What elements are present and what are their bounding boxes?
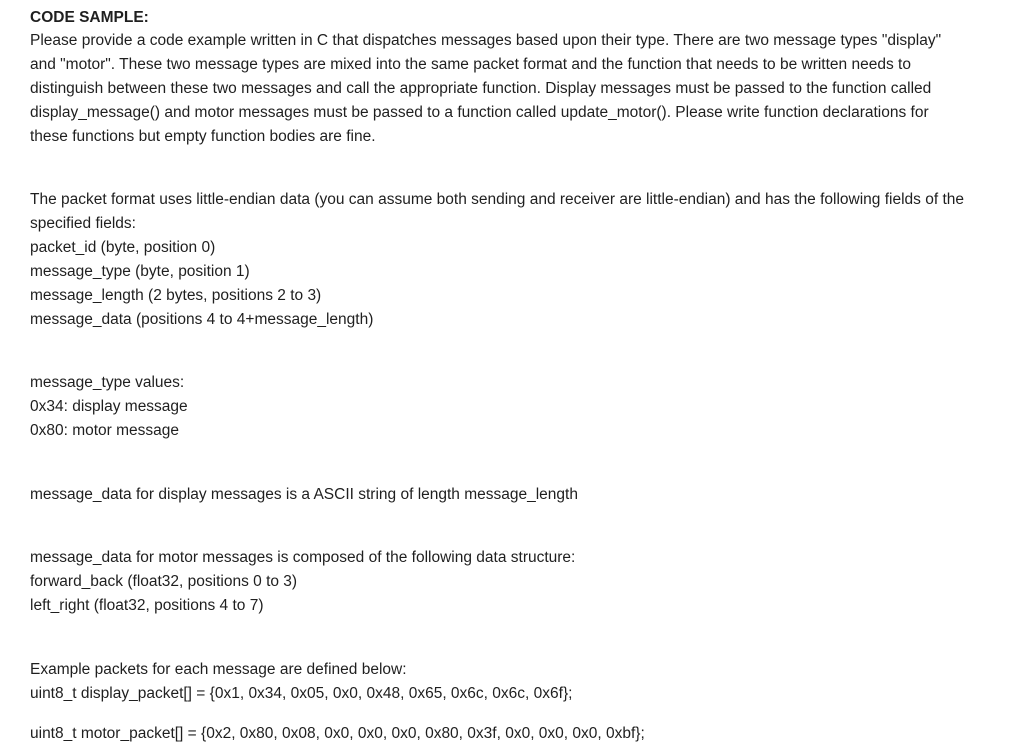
text-line: these functions but empty function bodies are fine. bbox=[30, 128, 376, 145]
field-message-type: message_type (byte, position 1) bbox=[30, 263, 250, 280]
intro-paragraph bbox=[30, 29, 1020, 149]
example-section bbox=[30, 658, 1020, 706]
text-line: The packet format uses little-endian data (you can assume both sending and receiver are little-endian) and has the following fields of the bbox=[30, 191, 964, 208]
motor-data-section bbox=[30, 546, 1020, 618]
display-data-section bbox=[30, 483, 1020, 507]
type-motor-value: 0x80: motor message bbox=[30, 422, 180, 439]
text-line: message_data for motor messages is composed of the following data structure: bbox=[30, 549, 576, 566]
motor-packet-section bbox=[30, 722, 1020, 746]
text-line: and "motor". These two message types are mixed into the same packet format and the function that needs to be written needs to bbox=[30, 56, 911, 73]
type-display-value: 0x34: display message bbox=[30, 398, 188, 415]
field-packet-id: packet_id (byte, position 0) bbox=[30, 239, 216, 256]
packet-format-section bbox=[30, 188, 1020, 332]
display-packet-code: uint8_t display_packet[] = {0x1, 0x34, 0x05, 0x0, 0x48, 0x65, 0x6c, 0x6c, 0x6f}; bbox=[30, 685, 573, 702]
field-forward-back: forward_back (float32, positions 0 to 3) bbox=[30, 573, 298, 590]
motor-packet-code: uint8_t motor_packet[] = {0x2, 0x80, 0x08, 0x0, 0x0, 0x0, 0x80, 0x3f, 0x0, 0x0, 0x0, 0xbf}; bbox=[30, 725, 645, 742]
message-type-section bbox=[30, 371, 1020, 443]
text-line: message_type values: bbox=[30, 374, 185, 391]
field-message-length: message_length (2 bytes, positions 2 to 3) bbox=[30, 287, 322, 304]
text-line: specified fields: bbox=[30, 215, 136, 232]
text-line: display_message() and motor messages must be passed to a function called update_motor(). Please write function declarations for bbox=[30, 104, 929, 121]
text-line: Please provide a code example written in C that dispatches messages based upon their type. There are two message types "display" bbox=[30, 32, 942, 49]
field-left-right: left_right (float32, positions 4 to 7) bbox=[30, 597, 264, 614]
section-heading: CODE SAMPLE: bbox=[30, 9, 149, 26]
text-line: Example packets for each message are defined below: bbox=[30, 661, 407, 678]
field-message-data: message_data (positions 4 to 4+message_length) bbox=[30, 311, 374, 328]
text-line: distinguish between these two messages and call the appropriate function. Display messages must be passed to the function called bbox=[30, 80, 932, 97]
text-line: message_data for display messages is a ASCII string of length message_length bbox=[30, 486, 578, 503]
